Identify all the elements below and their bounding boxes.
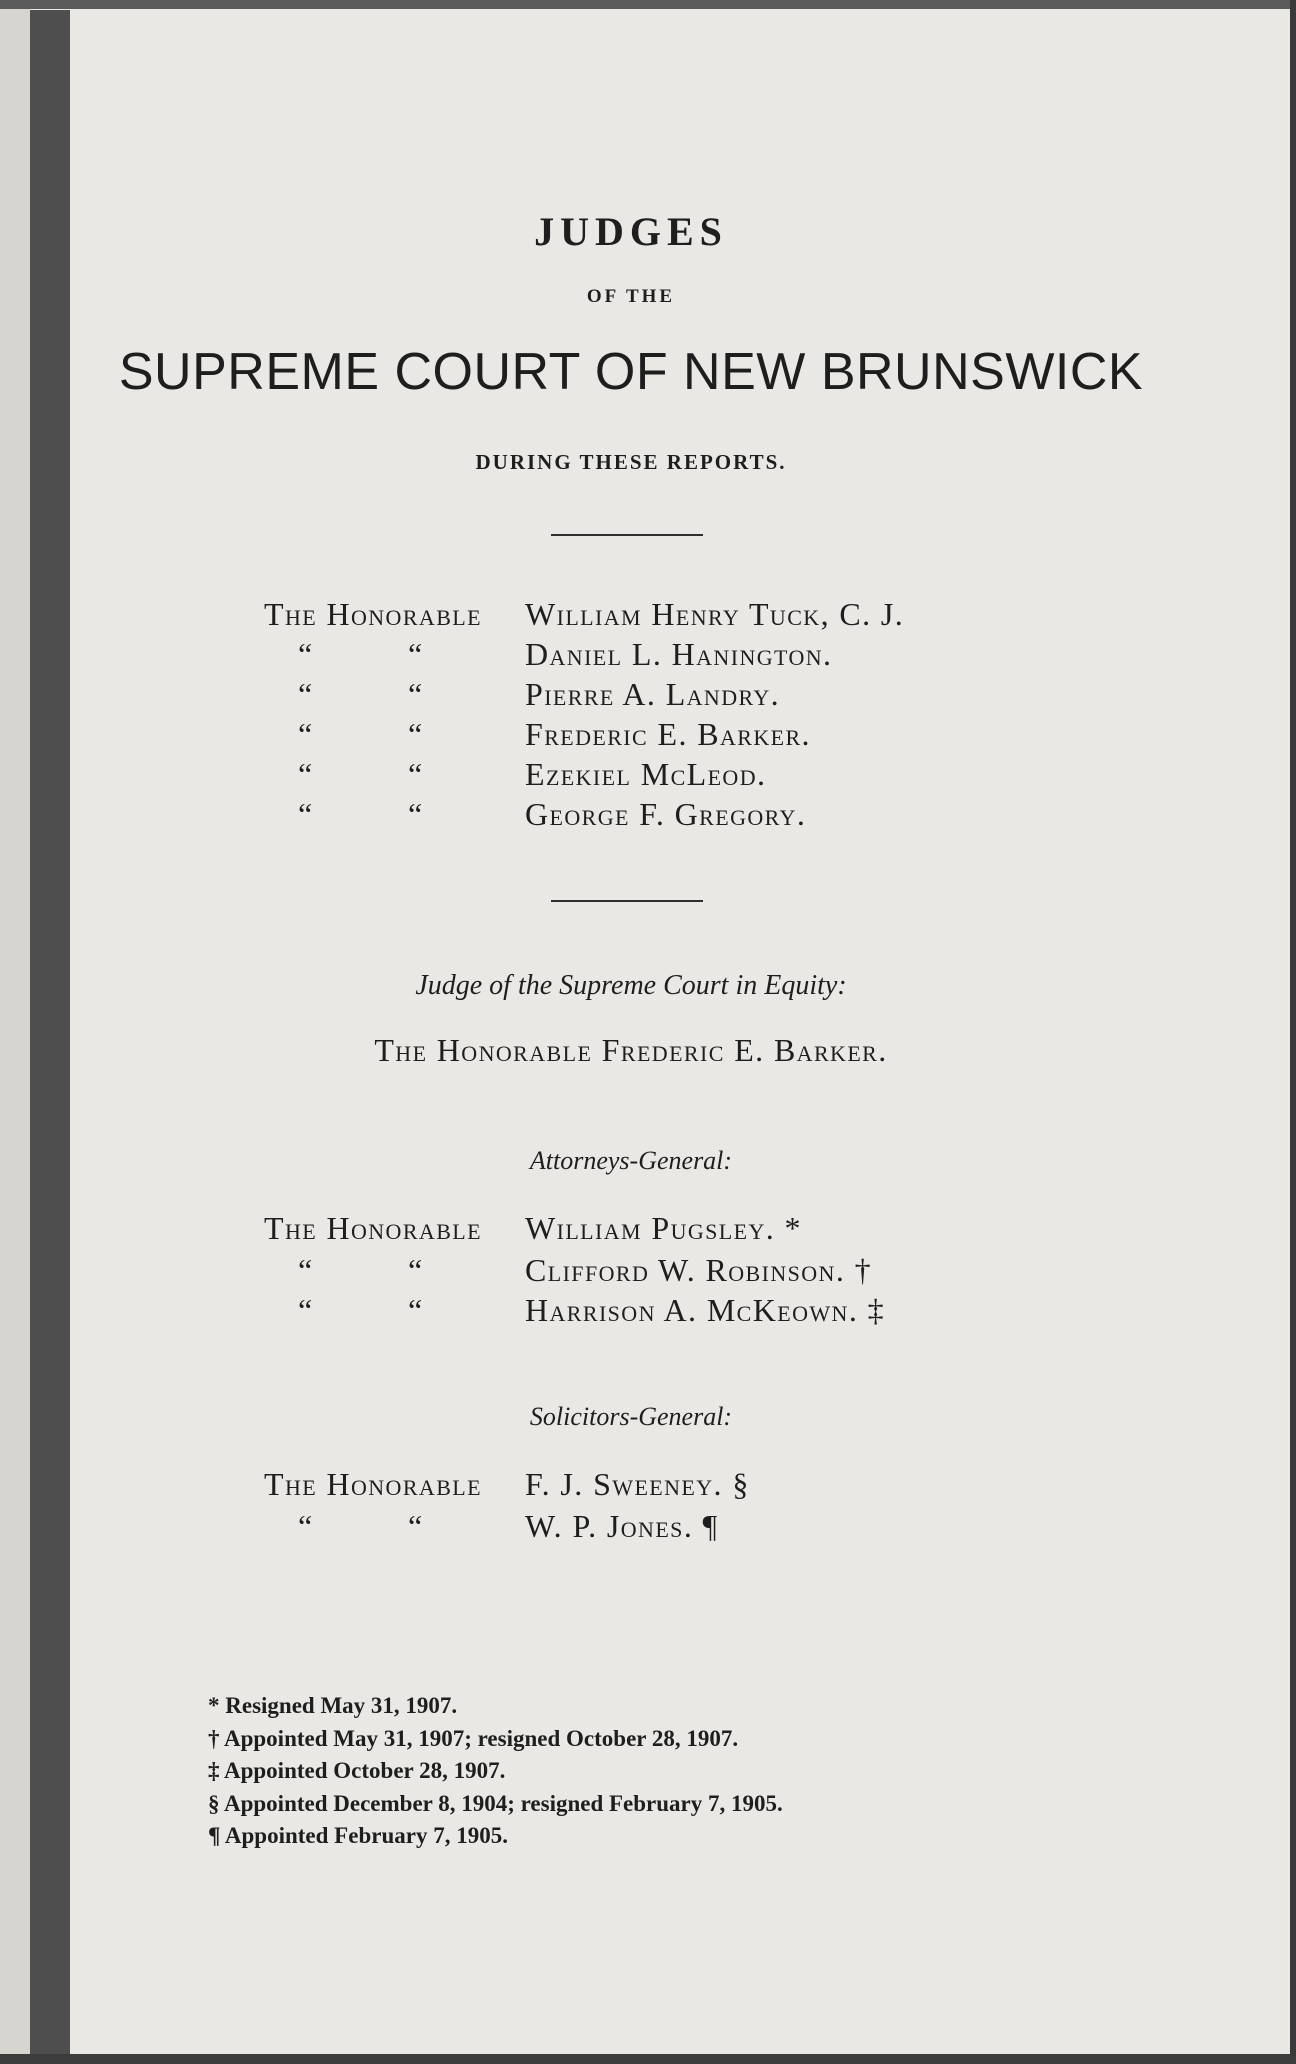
attorney-name: Clifford W. Robinson. † [525, 1252, 873, 1288]
solicitor-name: W. P. Jones. ¶ [525, 1508, 719, 1544]
ditto-mark: “ [298, 1252, 313, 1288]
divider-rule [551, 900, 703, 902]
equity-judge: The Honorable Frederic E. Barker. [374, 1032, 888, 1068]
equity-heading: Judge of the Supreme Court in Equity: [415, 970, 847, 1001]
attorney-name: William Pugsley. * [525, 1210, 802, 1246]
honorific-label: The Honorable [264, 596, 482, 632]
ditto-mark: “ [298, 1292, 313, 1328]
honorific-label: The Honorable [264, 1466, 482, 1502]
ditto-mark: “ [408, 1292, 423, 1328]
ditto-mark: “ [408, 636, 423, 672]
ditto-mark: “ [298, 756, 313, 792]
footnote: ‡ Appointed October 28, 1907. [208, 1758, 506, 1783]
subtitle-of-the: OF THE [586, 286, 676, 307]
judge-name: Frederic E. Barker. [525, 716, 811, 752]
footnote: * Resigned May 31, 1907. [208, 1693, 458, 1718]
ditto-mark: “ [408, 1252, 423, 1288]
ditto-mark: “ [298, 796, 313, 832]
attorneys-heading: Attorneys-General: [529, 1146, 733, 1175]
ditto-mark: “ [408, 716, 423, 752]
footnote: ¶ Appointed February 7, 1905. [208, 1823, 508, 1848]
ditto-mark: “ [408, 1508, 423, 1544]
attorney-name: Harrison A. McKeown. ‡ [525, 1292, 886, 1328]
judge-name: William Henry Tuck, C. J. [525, 596, 905, 632]
court-name: SUPREME COURT OF NEW BRUNSWICK [118, 343, 1144, 401]
subtitle-during: DURING THESE REPORTS. [475, 450, 787, 474]
judge-name: George F. Gregory. [525, 796, 807, 832]
top-edge [0, 0, 1296, 9]
page-title: JUDGES [534, 209, 728, 254]
solicitors-heading: Solicitors-General: [529, 1402, 733, 1431]
solicitor-name: F. J. Sweeney. § [525, 1466, 750, 1502]
judge-name: Pierre A. Landry. [525, 676, 781, 712]
ditto-mark: “ [298, 636, 313, 672]
footnote: † Appointed May 31, 1907; resigned October 28, 1907. [208, 1725, 739, 1751]
ditto-mark: “ [408, 756, 423, 792]
footnote: § Appointed December 8, 1904; resigned February 7, 1905. [208, 1790, 783, 1816]
ditto-mark: “ [408, 796, 423, 832]
ditto-mark: “ [408, 676, 423, 712]
honorific-label: The Honorable [264, 1210, 482, 1246]
judge-name: Daniel L. Hanington. [525, 636, 833, 672]
footnotes [208, 1690, 783, 1853]
ditto-mark: “ [298, 676, 313, 712]
right-edge [1290, 0, 1296, 2064]
judge-name: Ezekiel McLeod. [525, 756, 767, 792]
bottom-edge [0, 2054, 1296, 2064]
divider-rule [551, 534, 703, 536]
ditto-mark: “ [298, 716, 313, 752]
ditto-mark: “ [298, 1508, 313, 1544]
